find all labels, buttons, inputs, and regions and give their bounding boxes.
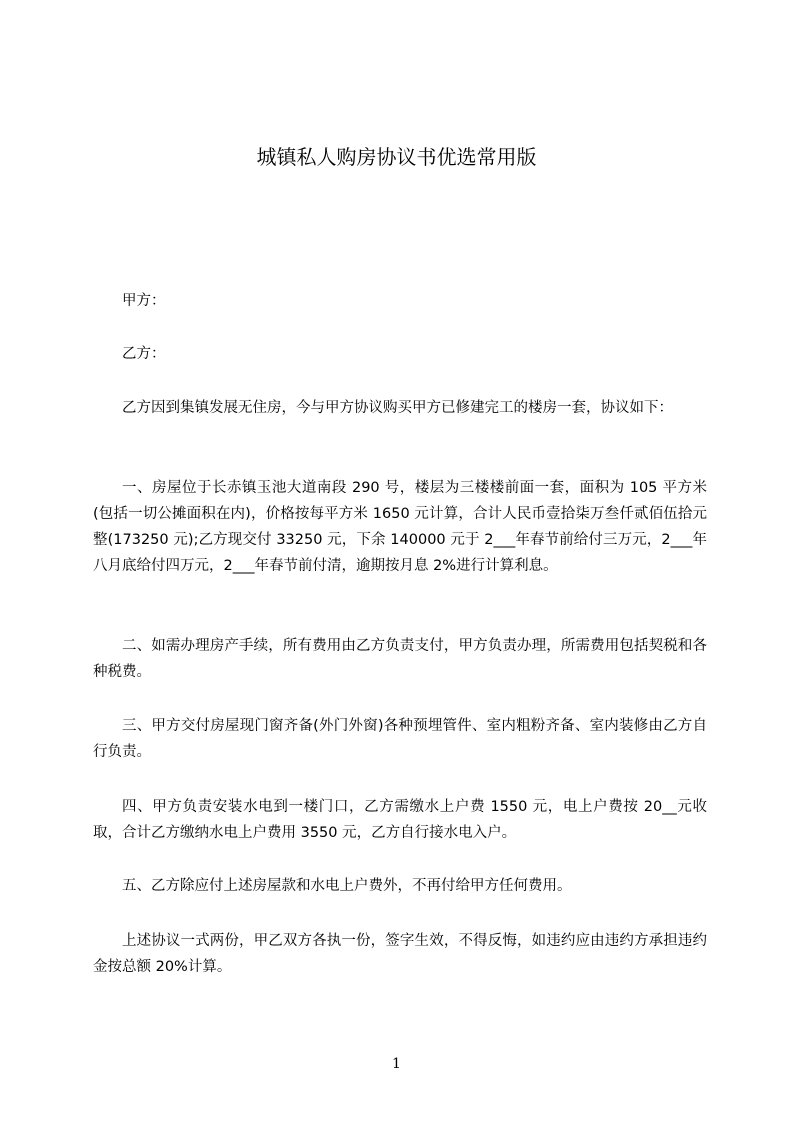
clause-2-paragraph: 二、如需办理房产手续，所有费用由乙方负责支付，甲方负责办理，所需费用包括契税和各种税费。 <box>93 638 707 680</box>
clause-1-paragraph: 一、房屋位于长赤镇玉池大道南段 290 号，楼层为三楼楼前面一套，面积为 105 平方米(包括一切公摊面积在内)，价格按每平方米 1650 元计算，合计人民币壹拾柒万叁仟贰佰伍拾元整(173250 元);乙方现交付 33250 元，下余 140000 元于 2___年春节前给付三万元，2___年八月底给付四万元，2___年春节前付清，逾期按月息 2%进行计算利息。 <box>93 480 707 574</box>
closing-paragraph: 上述协议一式两份，甲乙双方各执一份，签字生效，不得反悔，如违约应由违约方承担违约金按总额 20%计算。 <box>93 933 707 975</box>
party-b-line: 乙方： <box>122 346 166 362</box>
document-title: 城镇私人购房协议书优选常用版 <box>256 145 537 169</box>
clause-3-paragraph: 三、甲方交付房屋现门窗齐备(外门外窗)各种预埋管件、室内粗粉齐备、室内装修由乙方自行负责。 <box>93 718 707 760</box>
party-a-line: 甲方： <box>122 293 166 309</box>
intro-paragraph: 乙方因到集镇发展无住房，今与甲方协议购买甲方已修建完工的楼房一套，协议如下： <box>122 400 673 416</box>
clause-5-paragraph: 五、乙方除应付上述房屋款和水电上户费外，不再付给甲方任何费用。 <box>122 878 572 894</box>
clause-4-paragraph: 四、甲方负责安装水电到一楼门口，乙方需缴水上户费 1550 元，电上户费按 20__元收取，合计乙方缴纳水电上户费用 3550 元，乙方自行接水电入户。 <box>93 799 707 841</box>
page-number: 1 <box>392 1056 401 1072</box>
